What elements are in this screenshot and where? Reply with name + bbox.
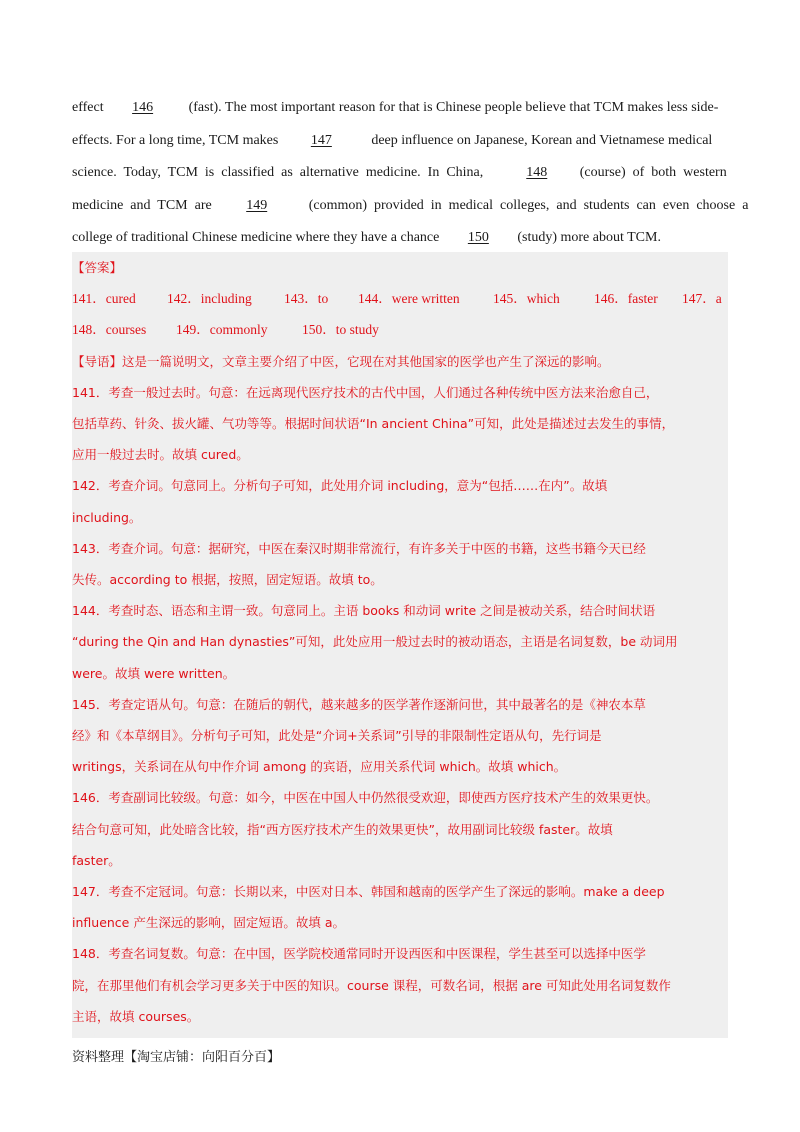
- blank-149: 149: [246, 197, 268, 213]
- answer-149: 149．commonly: [176, 322, 268, 338]
- answer-141: 141．cured: [72, 291, 136, 307]
- answer-row-1: [72, 283, 728, 314]
- blank-150: 150: [467, 230, 489, 245]
- answer-148: 148．courses: [72, 322, 147, 338]
- explanation-141-l2: 包括草药、针灸、拔火罐、气功等等。根据时间状语“In ancient China”可知，此处是描述过去发生的事情，: [72, 416, 675, 432]
- passage-line-3: science. Today, TCM is classified as alternative medicine. In China, 148 (course) of both western: [72, 157, 728, 190]
- answer-142: 142．including: [167, 291, 252, 307]
- footer-source: 资料整理【淘宝店铺：向阳百分百】: [72, 1050, 281, 1065]
- explanation-144-l1: 144．考查时态、语态和主谓一致。句意同上。主语 books 和动词 write 之间是被动关系，结合时间状语: [72, 603, 656, 619]
- explanation-146-l3: faster。: [72, 852, 121, 868]
- passage-line-4: medicine and TCM are 149 (common) provided in medical colleges, and students can even choose a: [72, 190, 728, 223]
- explanation-145-l2: 经》和《本草纲目》。分析句子可知，此处是“介词+关系词”引导的非限制性定语从句，先行词是: [72, 728, 602, 744]
- explanation-148-l1: 148．考查名词复数。句意：在中国，医学院校通常同时开设西医和中医课程，学生甚至可以选择中医学: [72, 946, 646, 962]
- answer-150: 150．to study: [302, 322, 379, 338]
- answer-section: [72, 252, 728, 1038]
- explanation-142-l2: including。: [72, 509, 142, 525]
- blank-148: 148: [526, 165, 548, 180]
- explanation-145-l1: 145．考查定语从句。句意：在随后的朝代，越来越多的医学著作逐渐问世，其中最著名的是《神农本草: [72, 696, 646, 712]
- explanation-141-l1: 141．考查一般过去时。句意：在远离现代医疗技术的古代中国，人们通过各种传统中医方法来治愈自己，: [72, 384, 659, 400]
- answer-145: 145．which: [493, 291, 560, 307]
- explanation-148-l2: 院，在那里他们有机会学习更多关于中医的知识。course 课程，可数名词，根据 are 可知此处用名词复数作: [72, 977, 671, 993]
- answer-144: 144．were written: [358, 291, 460, 307]
- explanation-143-l2: 失传。according to 根据，按照，固定短语。故填 to。: [72, 572, 383, 588]
- blank-147: 147: [310, 132, 332, 148]
- explanation-142-l1: 142．考查介词。句意同上。分析句子可知，此处用介词 including，意为“包括……在内”。故填: [72, 478, 608, 494]
- explanation-145-l3: writings，关系词在从句中作介词 among 的宾语，应用关系代词 which。故填 which。: [72, 759, 567, 775]
- passage-line-1: effect 146 (fast). The most important reason for that is Chinese people believe that TCM makes less side-: [72, 92, 728, 125]
- answer-header: 【答案】: [72, 260, 123, 275]
- answer-146: 146．faster: [594, 291, 658, 307]
- explanation-144-l3: were。故填 were written。: [72, 665, 236, 681]
- blank-146: 146: [132, 100, 154, 115]
- guide-text: 【导语】这是一篇说明文，文章主要介绍了中医，它现在对其他国家的医学也产生了深远的影响。: [72, 353, 610, 369]
- explanation-146-l1: 146．考查副词比较级。句意：如今，中医在中国人中仍然很受欢迎，即使西方医疗技术产生的效果更快。: [72, 790, 659, 806]
- explanation-144-l2: “during the Qin and Han dynasties”可知，此处应用一般过去时的被动语态，主语是名词复数，be 动词用: [72, 634, 678, 650]
- explanation-147-l1: 147．考查不定冠词。句意：长期以来，中医对日本、韩国和越南的医学产生了深远的影响。make a deep: [72, 884, 665, 900]
- explanation-146-l2: 结合句意可知，此处暗含比较，指“西方医疗技术产生的效果更快”，故用副词比较级 faster。故填: [72, 821, 613, 837]
- explanation-141-l3: 应用一般过去时。故填 cured。: [72, 447, 249, 463]
- passage-line-5: college of traditional Chinese medicine where they have a chance 150 (study) more about TCM.: [72, 222, 728, 255]
- passage: [72, 92, 749, 255]
- explanation-148-l3: 主语，故填 courses。: [72, 1008, 200, 1024]
- answer-row-2: [72, 314, 728, 345]
- explanation-143-l1: 143．考查介词。句意：据研究，中医在秦汉时期非常流行，有许多关于中医的书籍，这些书籍今天已经: [72, 540, 646, 556]
- answer-147: 147．a: [682, 291, 722, 307]
- explanation-147-l2: influence 产生深远的影响，固定短语。故填 a。: [72, 915, 345, 931]
- answer-143: 143．to: [284, 291, 329, 307]
- passage-line-2: effects. For a long time, TCM makes 147 deep influence on Japanese, Korean and Vietnamese medical: [72, 125, 728, 158]
